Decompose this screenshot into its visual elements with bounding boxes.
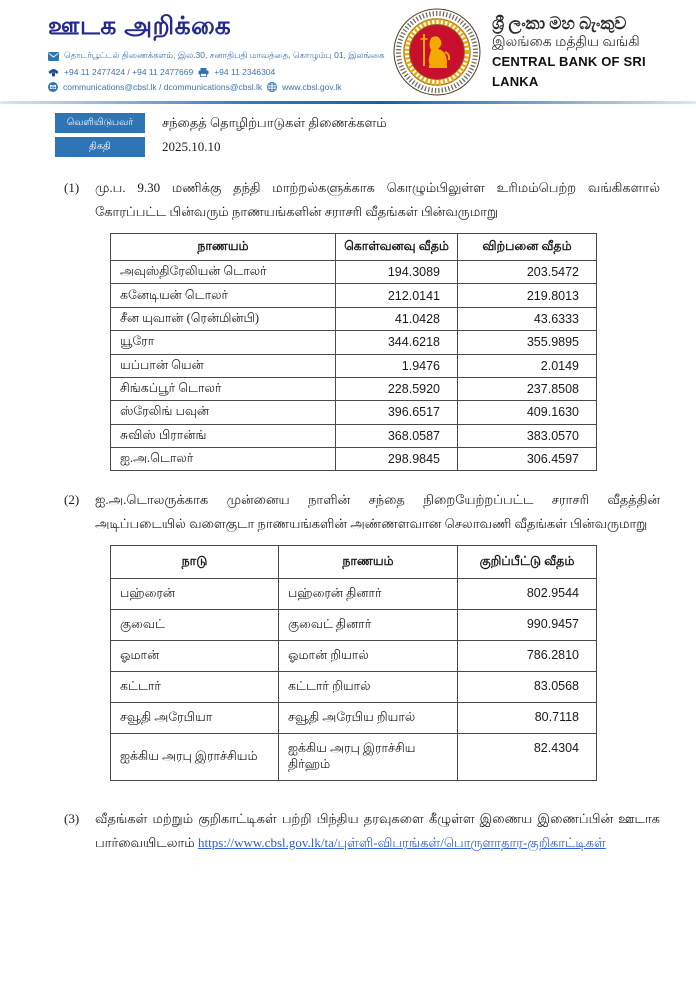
paragraph-3-body: வீதங்கள் மற்றும் குறிகாட்டிகள் பற்றி பிந்திய தரவுகளை கீழுள்ள இணைய இணைப்பின் ஊடாக பார்வையிடலாம் xyxy=(95,811,660,851)
table-cell-currency: ஸ்ரேலிங் பவுன் xyxy=(111,401,336,424)
table-row xyxy=(111,331,597,354)
table-cell-currency: குவைட் தினார் xyxy=(279,610,458,641)
table-row xyxy=(111,641,597,672)
table-cell-buying: 344.6218 xyxy=(336,331,458,354)
envelope-icon xyxy=(48,52,59,61)
table-row xyxy=(111,579,597,610)
table-row xyxy=(111,734,597,781)
meta-block xyxy=(55,113,387,161)
date-label: திகதி xyxy=(55,137,145,157)
table-cell-buying: 194.3089 xyxy=(336,261,458,284)
currency-header: நாணயம் xyxy=(111,234,336,261)
table-cell-currency: ஓமான் றியால் xyxy=(279,641,458,672)
paragraph-3-text xyxy=(95,807,660,855)
table-cell-currency: பஹ்ரைன் தினார் xyxy=(279,579,458,610)
table-cell-country: பஹ்ரைன் xyxy=(111,579,279,610)
table-cell-buying: 368.0587 xyxy=(336,424,458,447)
paragraph-2-number: (2) xyxy=(64,492,80,508)
indicative-rate-header: குறிப்பீட்டு வீதம் xyxy=(458,546,597,579)
table-cell-selling: 237.8508 xyxy=(458,377,597,400)
table-cell-selling: 219.8013 xyxy=(458,284,597,307)
table-cell-country: ஓமான் xyxy=(111,641,279,672)
phone-fax-line xyxy=(48,67,378,77)
gulf-currency-header: நாணயம் xyxy=(279,546,458,579)
date-value: 2025.10.10 xyxy=(162,139,221,154)
table-cell-currency: சவூதி அரேபிய றியால் xyxy=(279,703,458,734)
table-cell-rate: 80.7118 xyxy=(458,703,597,734)
table-cell-country: குவைட் xyxy=(111,610,279,641)
publisher-row xyxy=(55,113,387,133)
paragraph-2 xyxy=(64,488,660,536)
table-cell-currency: கட்டார் றியால் xyxy=(279,672,458,703)
table-row xyxy=(111,672,597,703)
paragraph-2-text: ஐ.அ.டொலருக்காக முன்னைய நாளின் சந்தை நிறையேற்றப்பட்ட சராசரி வீதத்தின் அடிப்படையில் வளைகுடா நாணயங்களின் அண்ணளவான செலாவணி வீதங்கள் பின்வருமாறு xyxy=(95,492,660,532)
paragraph-1-text: மு.ப. 9.30 மணிக்கு தந்தி மாற்றல்களுக்காக கொழும்பிலுள்ள உரிமம்பெற்ற வங்கிகளால் கோரப்பட்ட பின்வரும் நாணயங்களின் சராசரி வீதங்கள் பின்வருமாறு xyxy=(95,180,660,219)
cbsl-logo xyxy=(393,8,481,96)
table-cell-selling: 306.4597 xyxy=(458,448,597,471)
table-cell-country: கட்டார் xyxy=(111,672,279,703)
address-line xyxy=(48,50,385,62)
table-cell-buying: 228.5920 xyxy=(336,377,458,400)
table-cell-currency: யூரோ xyxy=(111,331,336,354)
gulf-currencies-table xyxy=(110,545,597,781)
table-cell-currency: ஐக்கிய அரபு இராச்சிய திர்ஹம் xyxy=(279,734,458,781)
table-cell-currency: சிங்கப்பூர் டொலர் xyxy=(111,377,336,400)
paragraph-1-number: (1) xyxy=(64,180,80,195)
bank-names xyxy=(492,13,696,91)
table-cell-rate: 802.9544 xyxy=(458,579,597,610)
table-row xyxy=(111,354,597,377)
paragraph-3 xyxy=(64,807,660,855)
table-cell-selling: 383.0570 xyxy=(458,424,597,447)
table-cell-rate: 786.2810 xyxy=(458,641,597,672)
table-cell-rate: 82.4304 xyxy=(458,734,597,781)
fax-printer-icon xyxy=(198,68,209,77)
table-row xyxy=(111,610,597,641)
table-cell-rate: 990.9457 xyxy=(458,610,597,641)
email-web-line xyxy=(48,82,378,92)
table-cell-currency: அவுஸ்திரேலியன் டொலர் xyxy=(111,261,336,284)
phone-icon xyxy=(48,68,59,77)
table-cell-selling: 2.0149 xyxy=(458,354,597,377)
selling-rate-header: விற்பனை வீதம் xyxy=(458,234,597,261)
paragraph-1 xyxy=(64,176,660,224)
table-cell-currency: யப்பான் யென் xyxy=(111,354,336,377)
document-body xyxy=(64,176,660,855)
country-header: நாடு xyxy=(111,546,279,579)
publisher-label: வெளியிடுபவர் xyxy=(55,113,145,133)
bank-name-tamil: இலங்கை மத்திய வங்கி xyxy=(491,35,640,51)
email-icon xyxy=(48,82,58,92)
buying-rate-header: கொள்வனவு வீதம் xyxy=(336,234,458,261)
date-row xyxy=(55,137,387,157)
email-addresses: communications@cbsl.lk / dcommunications@cbsl.lk xyxy=(63,82,263,92)
header-divider xyxy=(0,101,696,104)
table-row xyxy=(111,703,597,734)
table-cell-country: ஐக்கிய அரபு இராச்சியம் xyxy=(111,734,279,781)
table-row xyxy=(111,377,597,400)
phone-numbers: +94 11 2477424 / +94 11 2477669 xyxy=(64,67,194,77)
table-cell-buying: 298.9845 xyxy=(336,448,458,471)
table-cell-country: சவூதி அரேபியா xyxy=(111,703,279,734)
exchange-rates-table xyxy=(110,233,597,471)
fax-number: +94 11 2346304 xyxy=(214,67,276,77)
table-cell-buying: 41.0428 xyxy=(336,307,458,330)
masthead xyxy=(48,12,385,92)
table-cell-selling: 203.5472 xyxy=(458,261,597,284)
table-cell-buying: 1.9476 xyxy=(336,354,458,377)
table-cell-selling: 409.1630 xyxy=(458,401,597,424)
masthead-title: ஊடக அறிக்கை xyxy=(48,12,232,40)
gulf-table-header-row xyxy=(111,546,597,579)
table-cell-buying: 396.6517 xyxy=(336,401,458,424)
bank-block xyxy=(393,8,696,96)
publisher-value: சந்தைத் தொழிற்பாடுகள் திணைக்களம் xyxy=(162,114,387,130)
table-cell-selling: 43.6333 xyxy=(458,307,597,330)
bank-name-sinhala: ශ්‍රී ලංකා මහ බැංකුව xyxy=(491,13,627,33)
table-row xyxy=(111,424,597,447)
table-cell-rate: 83.0568 xyxy=(458,672,597,703)
table-row xyxy=(111,261,597,284)
address-text: தொடர்பூட்டல் திணைக்களம், இல.30, சனாதிபதி மாவத்தை, கொழும்பு 01, இலங்கை xyxy=(64,50,385,60)
website-url: www.cbsl.gov.lk xyxy=(282,82,342,92)
table-cell-currency: சீன யுவான் (ரென்மின்பி) xyxy=(111,307,336,330)
paragraph-3-number: (3) xyxy=(64,811,80,827)
table-cell-selling: 355.9895 xyxy=(458,331,597,354)
table-row xyxy=(111,448,597,471)
table-row xyxy=(111,307,597,330)
globe-icon xyxy=(267,82,277,92)
masthead-contacts xyxy=(48,50,385,92)
table-cell-currency: சுவிஸ் பிரான்ங் xyxy=(111,424,336,447)
bank-name-english: CENTRAL BANK OF SRI LANKA xyxy=(491,54,646,89)
table-row xyxy=(111,284,597,307)
table-cell-currency: ஐ.அ.டொலர் xyxy=(111,448,336,471)
table-cell-currency: கனேடியன் டொலர் xyxy=(111,284,336,307)
exchange-table-header-row xyxy=(111,234,597,261)
cbsl-statistics-link[interactable]: https://www.cbsl.gov.lk/ta/புள்ளி-விபரங்கள்/பொருளாதார-குறிகாட்டிகள் xyxy=(197,835,606,851)
table-row xyxy=(111,401,597,424)
table-cell-buying: 212.0141 xyxy=(336,284,458,307)
